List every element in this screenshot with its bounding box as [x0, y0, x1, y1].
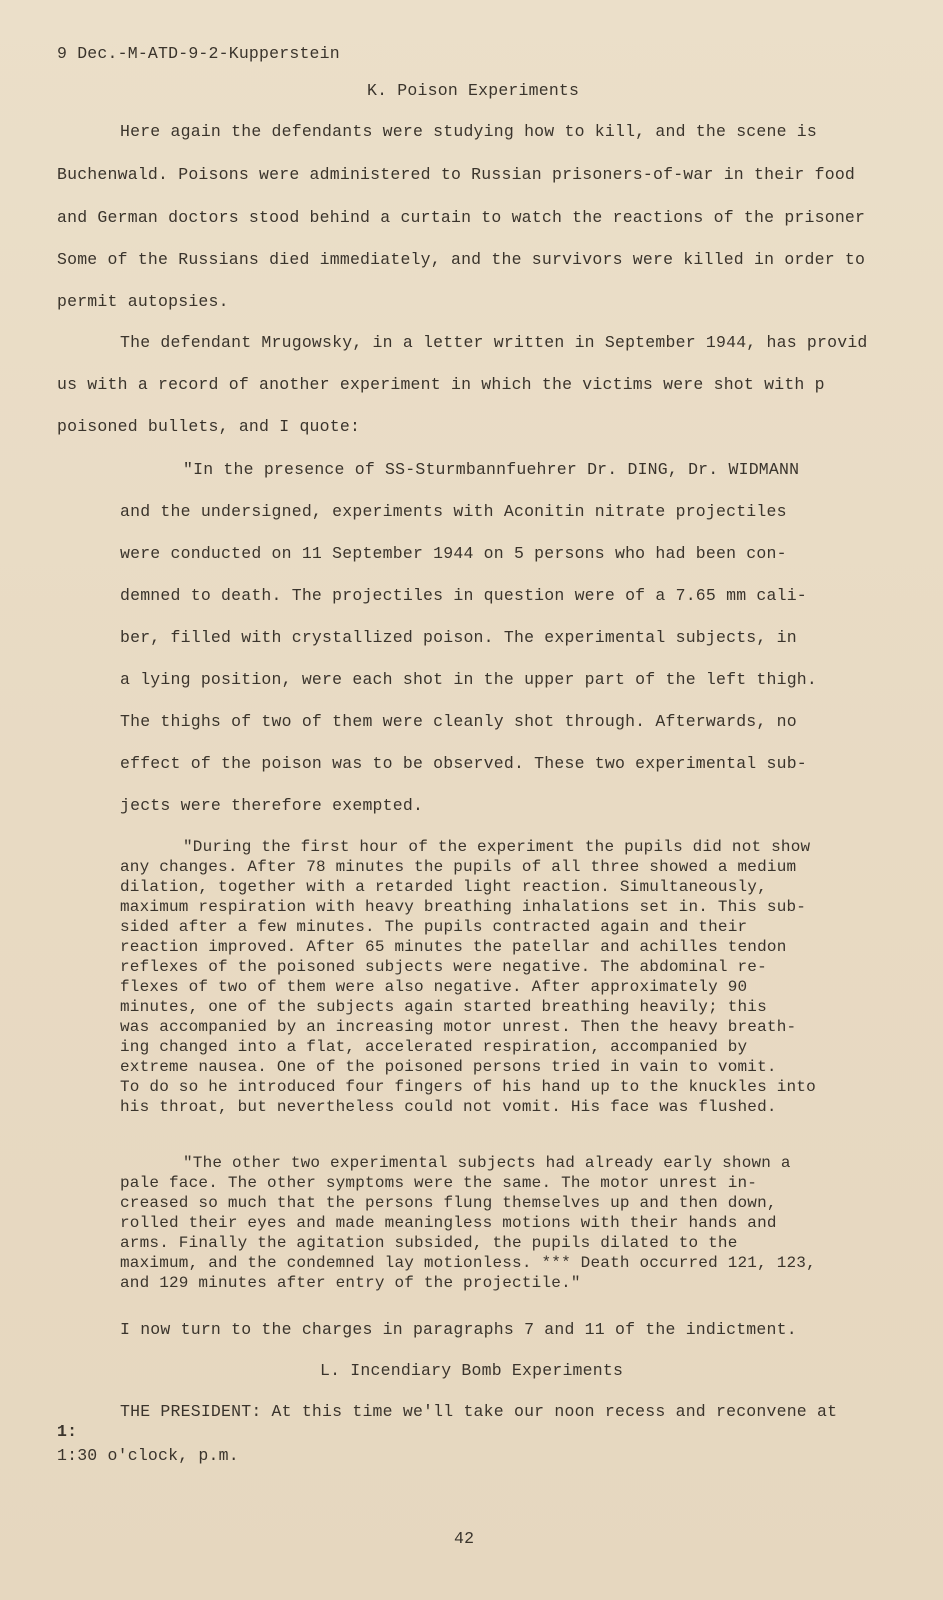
quote-line: jects were therefore exempted. — [120, 796, 424, 815]
quote-line: To do so he introduced four fingers of his hand up to the knuckles into — [120, 1078, 816, 1096]
quote-line: reaction improved. After 65 minutes the patellar and achilles tendon — [120, 938, 787, 956]
section-l-heading: L. Incendiary Bomb Experiments — [320, 1361, 624, 1380]
quote-line: The thighs of two of them were cleanly shot through. Afterwards, no — [120, 712, 797, 731]
quote-line: a lying position, were each shot in the upper part of the left thigh. — [120, 670, 818, 689]
quote-line: sided after a few minutes. The pupils contracted again and their — [120, 918, 748, 936]
quote-line: "During the first hour of the experiment the pupils did not show — [183, 838, 811, 856]
header-reference: 9 Dec.-M-ATD-9-2-Kupperstein — [57, 44, 340, 63]
quote-line: pale face. The other symptoms were the same. The motor unrest in- — [120, 1174, 758, 1192]
quote-line: ing changed into a flat, accelerated respiration, accompanied by — [120, 1038, 748, 1056]
quote-line: was accompanied by an increasing motor unrest. Then the heavy breath- — [120, 1018, 797, 1036]
quote-line: "The other two experimental subjects had already early shown a — [183, 1154, 791, 1172]
text-line: and German doctors stood behind a curtain to watch the reactions of the prisoner — [57, 208, 866, 227]
text-line: The defendant Mrugowsky, in a letter written in September 1944, has provid — [120, 333, 868, 352]
quote-line: extreme nausea. One of the poisoned persons tried in vain to vomit. — [120, 1058, 777, 1076]
president-line: THE PRESIDENT: At this time we'll take our noon recess and reconvene at — [120, 1402, 838, 1421]
quote-line: arms. Finally the agitation subsided, the pupils dilated to the — [120, 1234, 738, 1252]
quote-line: minutes, one of the subjects again started breathing heavily; this — [120, 998, 767, 1016]
text-line: Some of the Russians died immediately, and the survivors were killed in order to — [57, 250, 866, 269]
quote-line: dilation, together with a retarded light reaction. Simultaneously, — [120, 878, 767, 896]
section-k-heading: K. Poison Experiments — [367, 81, 580, 100]
quote-line: maximum respiration with heavy breathing inhalations set in. This sub- — [120, 898, 807, 916]
quote-line: any changes. After 78 minutes the pupils of all three showed a medium — [120, 858, 797, 876]
quote-line: flexes of two of them were also negative. After approximately 90 — [120, 978, 748, 996]
text-line: Here again the defendants were studying how to kill, and the scene is — [120, 122, 818, 141]
quote-line: reflexes of the poisoned subjects were negative. The abdominal re- — [120, 958, 767, 976]
transition-line: I now turn to the charges in paragraphs 7 and 11 of the indictment. — [120, 1320, 797, 1339]
page-number: 42 — [454, 1529, 475, 1548]
text-line: poisoned bullets, and I quote: — [57, 417, 361, 436]
quote-line: demned to death. The projectiles in question were of a 7.65 mm cali- — [120, 586, 807, 605]
quote-line: maximum, and the condemned lay motionless. *** Death occurred 121, 123, — [120, 1254, 816, 1272]
quote-line: "In the presence of SS-Sturmbannfuehrer Dr. DING, Dr. WIDMANN — [183, 460, 800, 479]
quote-line: and 129 minutes after entry of the projectile." — [120, 1274, 581, 1292]
quote-line: effect of the poison was to be observed. These two experimental sub- — [120, 754, 807, 773]
quote-line: his throat, but nevertheless could not vomit. His face was flushed. — [120, 1098, 777, 1116]
president-line-2: 1:30 o'clock, p.m. — [57, 1446, 239, 1465]
margin-marker: 1: — [57, 1422, 78, 1441]
text-line: us with a record of another experiment in which the victims were shot with p — [57, 375, 825, 394]
quote-line: rolled their eyes and made meaningless motions with their hands and — [120, 1214, 777, 1232]
quote-line: creased so much that the persons flung themselves up and then down, — [120, 1194, 777, 1212]
quote-line: and the undersigned, experiments with Aconitin nitrate projectiles — [120, 502, 787, 521]
text-line: permit autopsies. — [57, 292, 229, 311]
quote-line: ber, filled with crystallized poison. The experimental subjects, in — [120, 628, 797, 647]
text-line: Buchenwald. Poisons were administered to Russian prisoners-of-war in their food — [57, 165, 856, 184]
quote-line: were conducted on 11 September 1944 on 5 persons who had been con- — [120, 544, 787, 563]
